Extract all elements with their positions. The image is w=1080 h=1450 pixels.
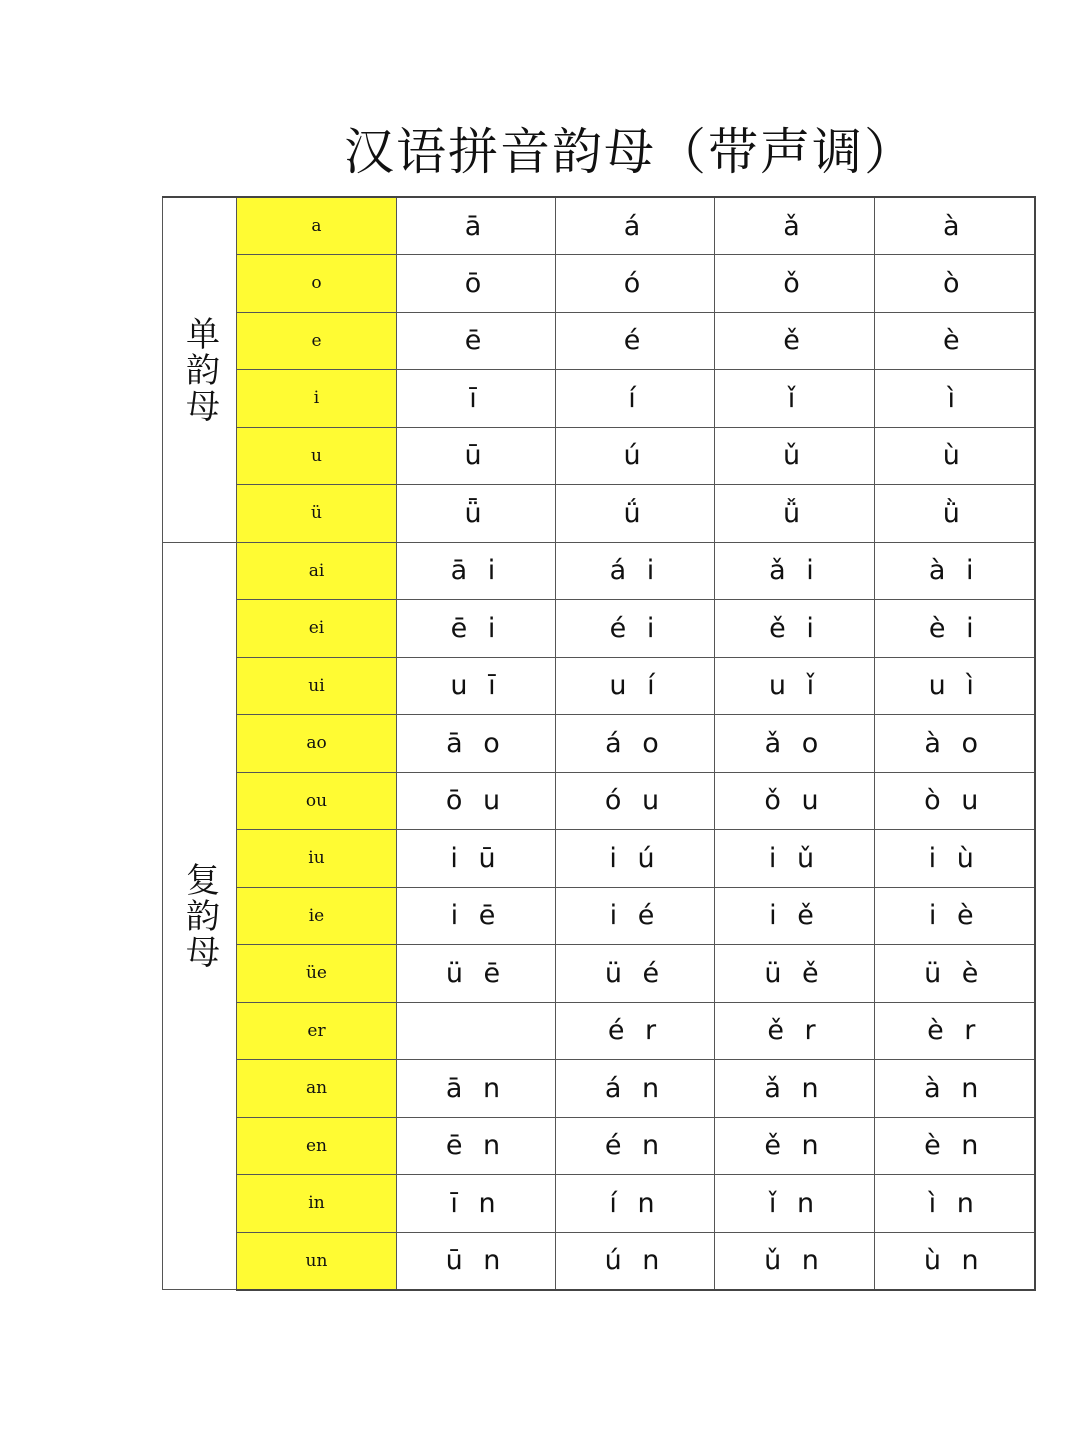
tone-2-cell: ü é (556, 945, 715, 1003)
tone-1-cell: i ū (397, 830, 556, 888)
tone-3-cell: ǔ n (715, 1232, 875, 1290)
tone-1-cell: ō u (397, 772, 556, 830)
tone-1-cell (397, 1002, 556, 1060)
tone-3-cell: ě r (715, 1002, 875, 1060)
tone-2-cell: é r (556, 1002, 715, 1060)
tone-3-cell: ǎ o (715, 715, 875, 773)
tone-1-cell: ā i (397, 542, 556, 600)
tone-2-cell: é i (556, 600, 715, 658)
tone-1-cell: ī n (397, 1175, 556, 1233)
tone-4-cell: ü è (875, 945, 1035, 1003)
tone-4-cell: è (875, 312, 1035, 370)
table-row (163, 600, 1035, 658)
tone-1-cell: ē (397, 312, 556, 370)
finals-table-body (163, 197, 1035, 1290)
tone-4-cell: à o (875, 715, 1035, 773)
final-base-cell: ei (237, 600, 397, 658)
table-row (163, 255, 1035, 313)
table-row (163, 1117, 1035, 1175)
tone-1-cell: u ī (397, 657, 556, 715)
final-base-cell: en (237, 1117, 397, 1175)
page-title: 汉语拼音韵母（带声调） (344, 123, 916, 181)
tone-4-cell: ù (875, 427, 1035, 485)
tone-3-cell: ǎ (715, 197, 875, 255)
table-row (163, 485, 1035, 543)
final-base-cell: an (237, 1060, 397, 1118)
tone-3-cell: ǒ (715, 255, 875, 313)
tone-2-cell: ǘ (556, 485, 715, 543)
tone-2-cell: é n (556, 1117, 715, 1175)
tone-1-cell: i ē (397, 887, 556, 945)
tone-3-cell: ǐ (715, 370, 875, 428)
table-row (163, 1002, 1035, 1060)
tone-2-cell: é (556, 312, 715, 370)
tone-3-cell: ü ě (715, 945, 875, 1003)
table-row (163, 830, 1035, 888)
table-row (163, 772, 1035, 830)
tone-3-cell: ǔ (715, 427, 875, 485)
tone-2-cell: u í (556, 657, 715, 715)
table-row (163, 1060, 1035, 1118)
tone-1-cell: ā o (397, 715, 556, 773)
tone-2-cell: i ú (556, 830, 715, 888)
final-base-cell: o (237, 255, 397, 313)
final-base-cell: ie (237, 887, 397, 945)
table-row (163, 657, 1035, 715)
table-row (163, 312, 1035, 370)
final-base-cell: in (237, 1175, 397, 1233)
final-base-cell: ai (237, 542, 397, 600)
tone-2-cell: i é (556, 887, 715, 945)
final-base-cell: er (237, 1002, 397, 1060)
tone-1-cell: ā n (397, 1060, 556, 1118)
group-label-compound-finals: 复韵母 (163, 542, 237, 1290)
tone-3-cell: ǒ u (715, 772, 875, 830)
tone-4-cell: è n (875, 1117, 1035, 1175)
tone-3-cell: i ǔ (715, 830, 875, 888)
tone-1-cell: ē n (397, 1117, 556, 1175)
tone-4-cell: i è (875, 887, 1035, 945)
tone-1-cell: ǖ (397, 485, 556, 543)
table-row (163, 1175, 1035, 1233)
table-row (163, 1232, 1035, 1290)
final-base-cell: u (237, 427, 397, 485)
final-base-cell: ao (237, 715, 397, 773)
tone-2-cell: á o (556, 715, 715, 773)
final-base-cell: ou (237, 772, 397, 830)
tone-2-cell: ó u (556, 772, 715, 830)
final-base-cell: üe (237, 945, 397, 1003)
tone-1-cell: ā (397, 197, 556, 255)
final-base-cell: ü (237, 485, 397, 543)
tone-4-cell: ǜ (875, 485, 1035, 543)
tone-2-cell: á (556, 197, 715, 255)
tone-3-cell: ǎ i (715, 542, 875, 600)
tone-4-cell: ù n (875, 1232, 1035, 1290)
tone-2-cell: ú (556, 427, 715, 485)
finals-table (162, 196, 1036, 1291)
tone-2-cell: á i (556, 542, 715, 600)
group-label-simple-finals: 单韵母 (163, 197, 237, 542)
tone-3-cell: u ǐ (715, 657, 875, 715)
tone-2-cell: á n (556, 1060, 715, 1118)
table-row (163, 427, 1035, 485)
tone-3-cell: ě (715, 312, 875, 370)
tone-4-cell: è r (875, 1002, 1035, 1060)
tone-4-cell: ò u (875, 772, 1035, 830)
tone-4-cell: è i (875, 600, 1035, 658)
tone-3-cell: i ě (715, 887, 875, 945)
tone-4-cell: à n (875, 1060, 1035, 1118)
tone-1-cell: ū n (397, 1232, 556, 1290)
final-base-cell: un (237, 1232, 397, 1290)
tone-2-cell: ú n (556, 1232, 715, 1290)
tone-4-cell: à (875, 197, 1035, 255)
tone-2-cell: í n (556, 1175, 715, 1233)
table-row (163, 945, 1035, 1003)
tone-4-cell: ì (875, 370, 1035, 428)
tone-3-cell: ě n (715, 1117, 875, 1175)
tone-4-cell: i ù (875, 830, 1035, 888)
table-row (163, 887, 1035, 945)
final-base-cell: i (237, 370, 397, 428)
tone-4-cell: ì n (875, 1175, 1035, 1233)
tone-4-cell: à i (875, 542, 1035, 600)
table-row (163, 370, 1035, 428)
tone-1-cell: ū (397, 427, 556, 485)
final-base-cell: ui (237, 657, 397, 715)
final-base-cell: iu (237, 830, 397, 888)
table-row (163, 715, 1035, 773)
tone-3-cell: ě i (715, 600, 875, 658)
tone-3-cell: ǚ (715, 485, 875, 543)
tone-4-cell: ò (875, 255, 1035, 313)
final-base-cell: a (237, 197, 397, 255)
tone-2-cell: ó (556, 255, 715, 313)
tone-1-cell: ī (397, 370, 556, 428)
tone-3-cell: ǐ n (715, 1175, 875, 1233)
tone-4-cell: u ì (875, 657, 1035, 715)
tone-1-cell: ē i (397, 600, 556, 658)
tone-1-cell: ō (397, 255, 556, 313)
tone-1-cell: ü ē (397, 945, 556, 1003)
tone-3-cell: ǎ n (715, 1060, 875, 1118)
table-row (163, 542, 1035, 600)
final-base-cell: e (237, 312, 397, 370)
tone-2-cell: í (556, 370, 715, 428)
table-row (163, 197, 1035, 255)
